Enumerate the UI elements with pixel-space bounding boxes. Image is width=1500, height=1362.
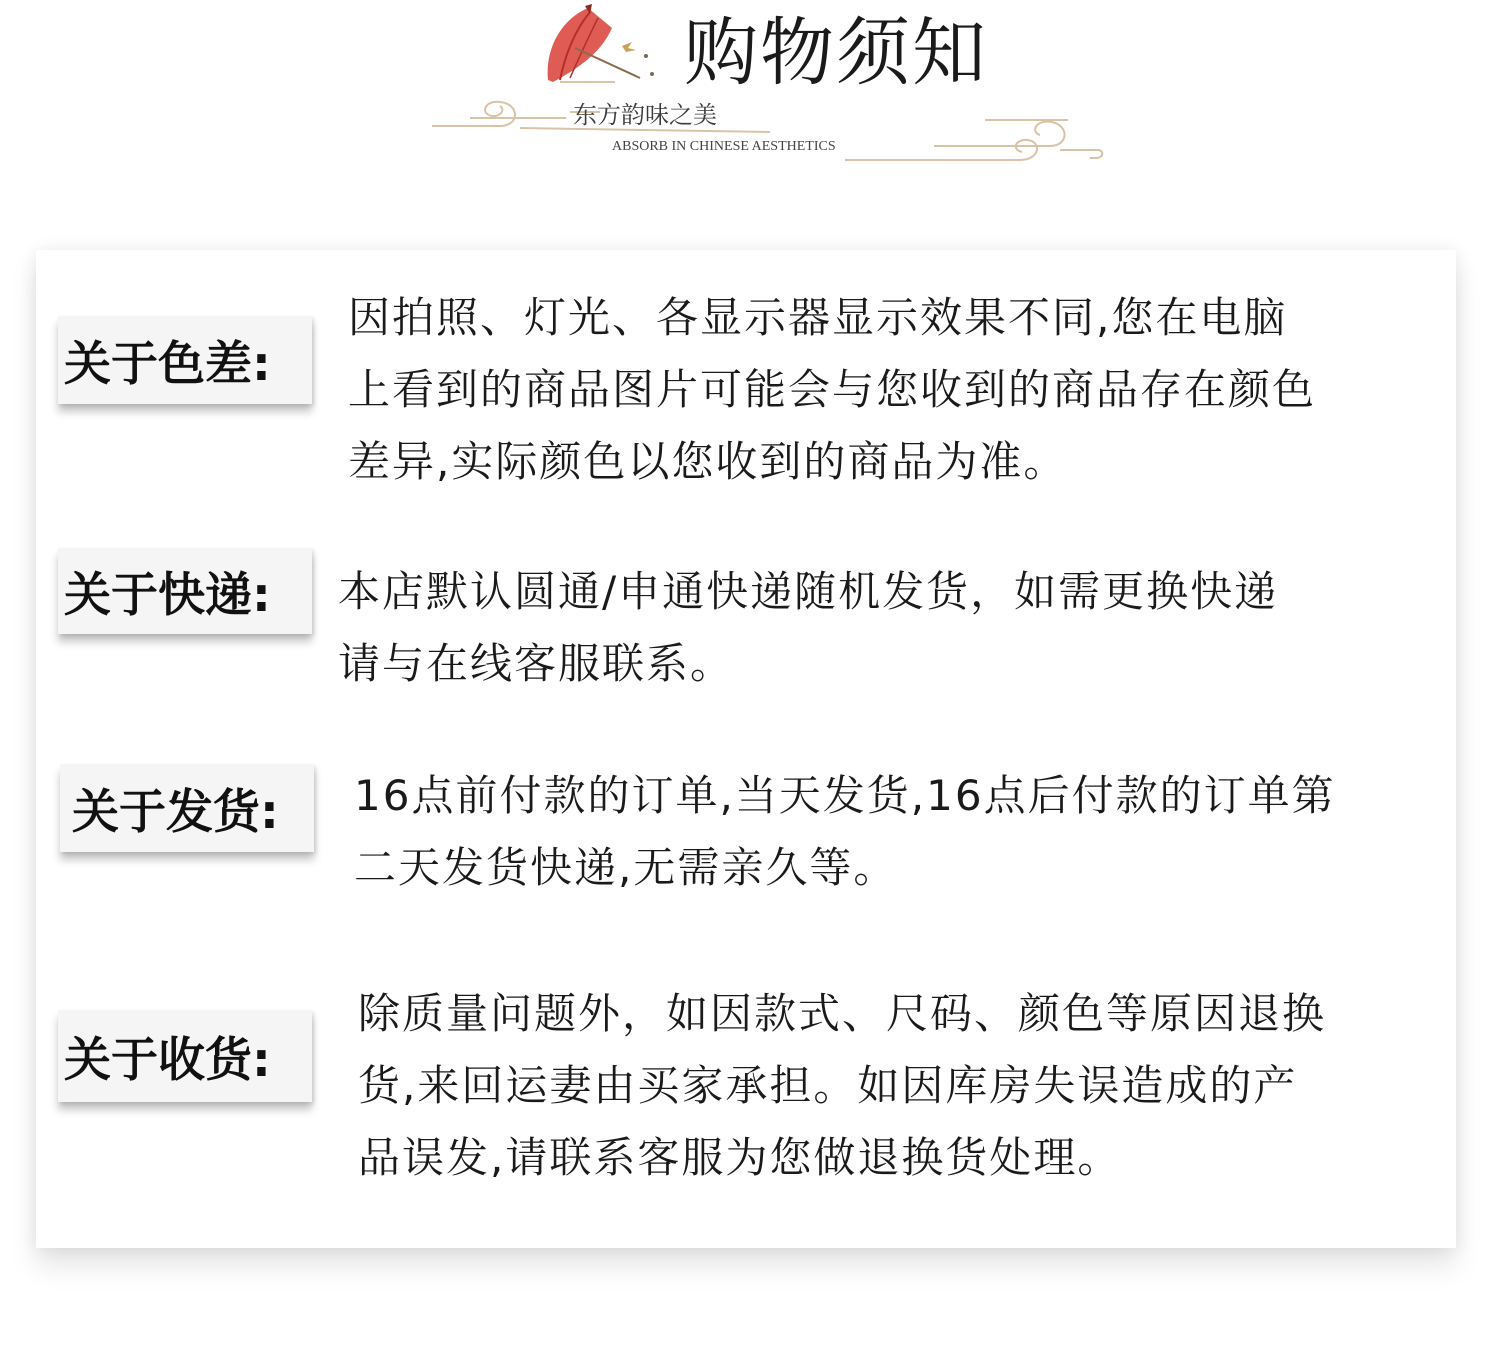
notice-line: 货,来回运妻由买家承担。如因库房失误造成的产 [358, 1061, 1298, 1110]
notice-line: 16点前付款的订单,当天发货,16点后付款的订单第 [354, 771, 1336, 820]
notice-line: 除质量问题外，如因款式、尺码、颜色等原因退换 [358, 989, 1327, 1038]
notice-text-receipt [358, 978, 1326, 1194]
notice-line: 品误发,请联系客服为您做退换货处理。 [358, 1133, 1122, 1182]
notice-label-express: 关于快递: [58, 548, 312, 634]
notice-line: 因拍照、灯光、各显示器显示效果不同,您在电脑 [348, 293, 1288, 342]
notice-card [36, 250, 1456, 1248]
notice-label-receipt: 关于收货: [58, 1010, 312, 1102]
notice-text-express [338, 556, 1278, 700]
notice-line: 差异,实际颜色以您收到的商品为准。 [348, 437, 1068, 486]
page-subtitle: 东方韵味之美 [573, 101, 717, 129]
notice-line: 二天发货快递,无需亲久等。 [354, 843, 898, 892]
notice-text-shipping [354, 760, 1336, 904]
notice-label-shipping: 关于发货: [60, 764, 314, 852]
umbrella-icon [548, 4, 640, 82]
page-title: 购物须知 [684, 10, 988, 96]
notice-text-color [348, 282, 1316, 498]
right-cloud-line [845, 120, 1102, 160]
notice-line: 请与在线客服联系。 [338, 639, 735, 688]
notice-label-color: 关于色差: [58, 316, 312, 404]
notice-line: 上看到的商品图片可能会与您收到的商品存在颜色 [348, 365, 1317, 414]
page-header [0, 0, 1500, 190]
notice-line: 本店默认圆通/申通快递随机发货，如需更换快递 [338, 567, 1279, 616]
page-tagline: ABSORB IN CHINESE AESTHETICS [612, 139, 836, 154]
